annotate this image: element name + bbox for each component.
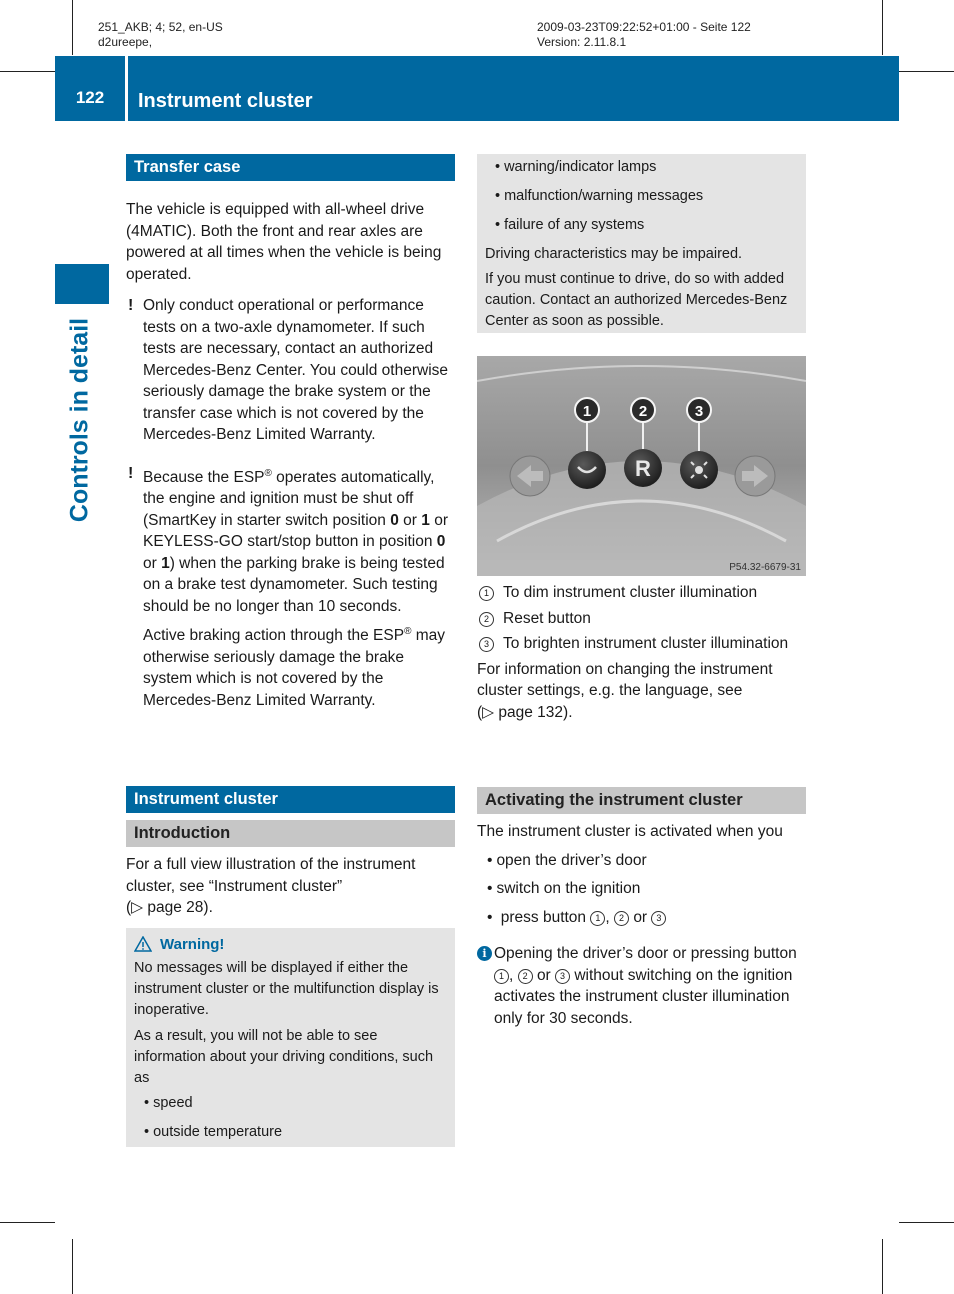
subsection-heading-introduction: Introduction [126,820,455,847]
warning-box-continued [477,154,806,333]
legend-text: To brighten instrument cluster illumination [503,635,789,652]
or-text: or [633,908,648,926]
exclamation-icon: ! [128,297,134,314]
crop-mark [899,71,954,72]
caution-note [126,295,455,446]
or-text: or [536,966,551,984]
crop-mark [899,1222,954,1223]
separator: , [509,966,514,984]
registered-mark: ® [264,467,272,479]
page-reference: (▷ page 28). [126,899,213,916]
crop-mark [882,1239,883,1294]
crop-mark [72,1239,73,1294]
callout-number: 3 [479,637,494,652]
page-reference: (▷ page 132). [477,703,573,721]
meta-line: 2009-03-23T09:22:52+01:00 - Seite 122 [537,20,751,34]
warning-list-item: • failure of any systems [485,215,798,236]
caution-text: Active braking action through the ESP [143,627,405,645]
crop-mark [0,1222,55,1223]
section-heading-transfer-case: Transfer case [126,154,455,181]
caution-text: or [398,511,422,529]
separator: , [605,908,610,926]
callout-number: 2 [614,911,629,926]
section-heading-activating: Activating the instrument cluster [477,787,806,814]
callout-number: 2 [518,969,533,984]
callout-number: 2 [479,612,494,627]
warning-triangle-icon [134,936,152,952]
legend-item [477,608,806,630]
meta-line: d2ureepe, [98,35,153,49]
warning-list-item: • warning/indicator lamps [485,157,798,178]
activation-item: • switch on the ignition [477,878,806,900]
page-number: 122 [75,88,105,107]
position-value: 0 [390,511,399,529]
legend-item [477,582,806,604]
caution-text: or KEYLESS-GO start/stop button in position [143,511,448,551]
warning-para: Driving characteristics may be impaired. [485,246,743,262]
introduction-text [126,854,455,919]
left-column [126,154,455,711]
warning-heading [134,934,447,955]
page-title: Instrument cluster [138,90,313,112]
crop-mark [72,0,73,55]
print-meta-right [537,20,751,50]
activation-item: • open the driver’s door [477,850,806,872]
callout-label: 2 [638,403,648,420]
meta-line: 251_AKB; 4; 52, en-US [98,20,223,34]
info-icon: i [477,946,492,961]
left-column-lower [126,786,455,1147]
callout-number: 1 [494,969,509,984]
info-text: without switching on the ignition activates the instrument cluster illumination only for 30 seconds. [494,966,793,1027]
side-tab [55,264,109,304]
crop-mark [882,0,883,55]
caution-text: operates automatically, the engine and ignition must be shut off (SmartKey in starter switch position [143,468,435,529]
callout-label: 1 [582,403,592,420]
transfer-case-intro: The vehicle is equipped with all-wheel drive (4MATIC). Both the front and rear axles are powered at all times when the vehicle is being operated. [126,201,442,283]
warning-title: Warning! [160,935,225,953]
warning-list-item: • speed [134,1093,447,1114]
callout-number: 3 [555,969,570,984]
caution-continuation [126,621,455,711]
header-divider [125,56,128,121]
caution-text: ) when the parking brake is being tested on a brake test dynamometer. Such testing should be no longer than 10 seconds. [143,554,445,615]
warning-para: No messages will be displayed if either the instrument cluster or the multifunction display is inoperative. [134,959,439,1018]
callout-number: 3 [651,911,666,926]
figure-code: P54.32-6679-31 [729,562,801,573]
caution-text: Only conduct operational or performance tests on a two-axle dynamometer. If such tests are necessary, contact an authorized Mercedes-Benz Center. You could otherwise seriously damage the brake system or the transfer case which is not covered by the Mercedes-Benz Limited Warranty. [143,297,449,443]
legend-text: Reset button [503,609,591,627]
instrument-cluster-photo [477,356,806,576]
warning-box [126,928,455,1147]
callout-number: 1 [479,586,494,601]
caution-text: may otherwise seriously damage the brake system which is not covered by the Mercedes-Benz Limited Warranty. [143,627,446,709]
activating-intro: The instrument cluster is activated when you [477,823,783,840]
page-header [55,56,899,121]
caution-text: or [143,554,162,572]
info-text: Opening the driver’s door or pressing button [494,945,797,962]
section-heading-instrument-cluster: Instrument cluster [126,786,455,813]
position-value: 1 [161,554,170,572]
position-value: 1 [421,511,430,529]
side-label-text: Controls in detail [65,317,94,523]
reset-button-letter: R [635,456,651,481]
dim-illumination-button[interactable] [568,451,606,489]
warning-para: As a result, you will not be able to see information about your driving conditions, such as [134,1027,434,1086]
crop-mark [0,71,55,72]
warning-para: If you must continue to drive, do so with added caution. Contact an authorized Mercedes-Benz Center as soon as possible. [485,271,788,329]
activating-section [477,787,806,1029]
caution-note [126,463,455,618]
settings-text [477,659,806,724]
print-meta-left [98,20,223,50]
exclamation-icon: ! [128,464,134,482]
callout-number: 1 [590,911,605,926]
warning-list-item: • malfunction/warning messages [485,186,798,207]
caution-text: Because the ESP [143,468,265,486]
right-column-lower [477,582,806,723]
legend-item [477,633,806,655]
legend-text: To dim instrument cluster illumination [503,584,758,601]
callout-label: 3 [694,403,704,420]
introduction-body: For a full view illustration of the instrument cluster, see “Instrument cluster” [126,856,416,895]
instrument-cluster-illustration [477,356,806,576]
right-column [477,154,806,333]
warning-list-item: • outside temperature [134,1122,447,1143]
meta-line: Version: 2.11.8.1 [537,35,627,49]
registered-mark: ® [404,626,412,638]
press-button-text: press button [500,908,587,926]
settings-body: For information on changing the instrument cluster settings, e.g. the language, see [477,660,773,699]
position-value: 0 [436,533,446,551]
info-note [477,943,806,1029]
activation-item [477,907,806,929]
